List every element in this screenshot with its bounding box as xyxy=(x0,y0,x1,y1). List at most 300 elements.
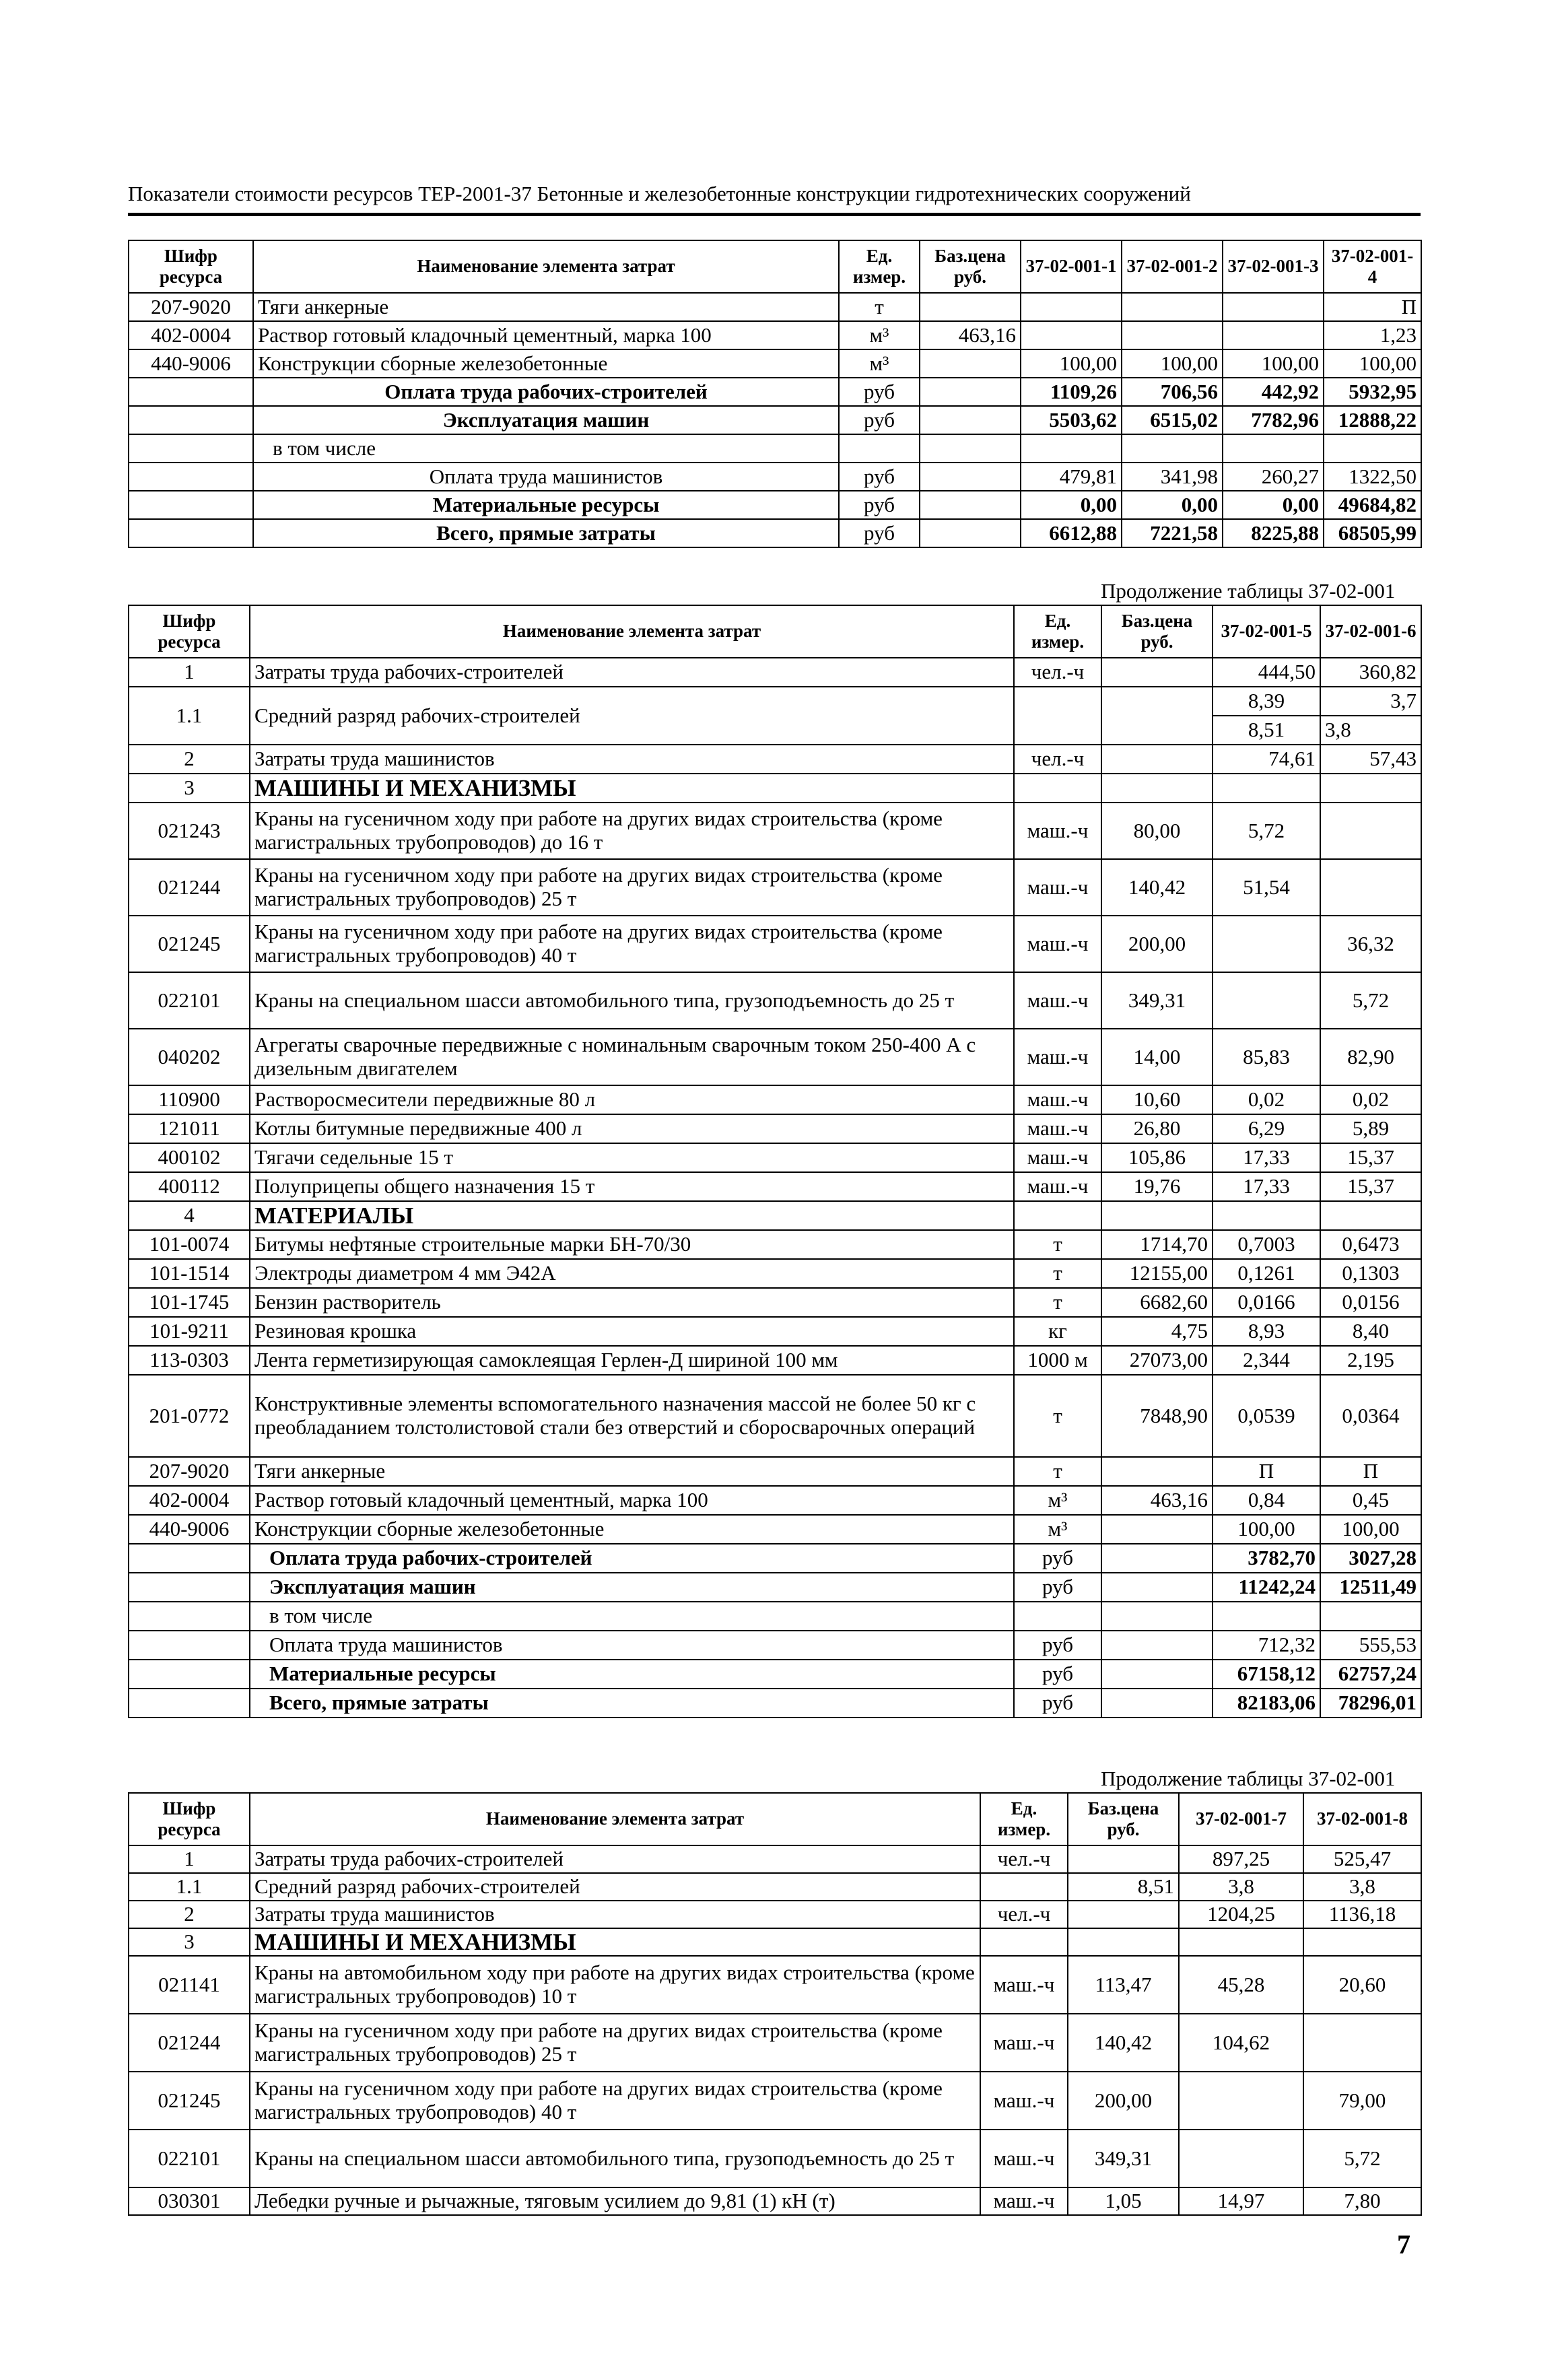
value-cell: 0,02 xyxy=(1320,1085,1421,1114)
table-row xyxy=(129,349,1421,378)
value-cell: 6515,02 xyxy=(1122,406,1223,434)
table-row xyxy=(129,972,1421,1029)
name-cell: Затраты труда рабочих-строителей xyxy=(250,658,1014,687)
price-cell: 80,00 xyxy=(1101,803,1213,859)
summary-label: Оплата труда машинистов xyxy=(253,463,839,491)
continuation-label: Продолжение таблицы 37-02-001 xyxy=(1101,579,1396,603)
unit-cell: маш.-ч xyxy=(1014,1114,1101,1143)
summary-label: в том числе xyxy=(250,1602,1014,1631)
code-cell: 040202 xyxy=(129,1029,250,1085)
summary-row xyxy=(129,1631,1421,1660)
table-row xyxy=(129,1901,1421,1928)
unit-cell: м³ xyxy=(1014,1515,1101,1544)
empty-cell xyxy=(1021,434,1122,463)
unit-cell: маш.-ч xyxy=(980,2014,1068,2072)
value-cell: 17,33 xyxy=(1213,1172,1320,1201)
page-header: Показатели стоимости ресурсов ТЕР-2001-37 Бетонные и железобетонные конструкции гидротехнических сооружений xyxy=(128,182,1191,205)
empty-cell xyxy=(129,1602,250,1631)
table-row xyxy=(129,1956,1421,2014)
value-cell: 0,00 xyxy=(1122,491,1223,519)
value-cell: 442,92 xyxy=(1223,378,1324,406)
value-cell: 1204,25 xyxy=(1179,1901,1303,1928)
price-cell xyxy=(1101,1515,1213,1544)
empty-cell xyxy=(1320,1201,1421,1230)
empty-cell xyxy=(129,1573,250,1602)
code-cell: 021141 xyxy=(129,1956,250,2014)
price-cell: 8,51 xyxy=(1068,1873,1179,1901)
value-cell: 49684,82 xyxy=(1324,491,1421,519)
unit-cell xyxy=(980,1873,1068,1901)
value-cell: 6,29 xyxy=(1213,1114,1320,1143)
name-cell: Краны на специальном шасси автомобильного типа, грузоподъемность до 25 т xyxy=(250,2130,980,2187)
price-cell: 19,76 xyxy=(1101,1172,1213,1201)
value-cell: 2,344 xyxy=(1213,1346,1320,1375)
value-cell: 82,90 xyxy=(1320,1029,1421,1085)
name-cell: Краны на гусеничном ходу при работе на других видах строительства (кроме магистральных трубопроводов) 40 т xyxy=(250,916,1014,972)
summary-row xyxy=(129,434,1421,463)
unit-cell: чел.-ч xyxy=(1014,745,1101,774)
price-cell: 105,86 xyxy=(1101,1143,1213,1172)
table-row xyxy=(129,1172,1421,1201)
header-cell: Шифр ресурса xyxy=(129,240,253,293)
value-cell: 3,8 xyxy=(1303,1873,1421,1901)
unit-cell: кг xyxy=(1014,1317,1101,1346)
code-cell: 021245 xyxy=(129,916,250,972)
header-cell: Ед. измер. xyxy=(980,1793,1068,1845)
unit-cell: маш.-ч xyxy=(980,1956,1068,2014)
empty-cell xyxy=(129,1631,250,1660)
value-cell: 100,00 xyxy=(1320,1515,1421,1544)
summary-row xyxy=(129,1544,1421,1573)
code-cell: 400112 xyxy=(129,1172,250,1201)
continuation-label: Продолжение таблицы 37-02-001 xyxy=(1101,1767,1396,1790)
table-row xyxy=(129,1114,1421,1143)
name-cell: Краны на гусеничном ходу при работе на других видах строительства (кроме магистральных трубопроводов) до 16 т xyxy=(250,803,1014,859)
unit-cell: руб xyxy=(839,463,920,491)
empty-cell xyxy=(1303,1928,1421,1956)
empty-cell xyxy=(980,1928,1068,1956)
price-cell: 200,00 xyxy=(1068,2072,1179,2130)
header-cell: Ед. измер. xyxy=(839,240,920,293)
value-cell: 0,00 xyxy=(1021,491,1122,519)
value-cell: 1136,18 xyxy=(1303,1901,1421,1928)
header-cell: Баз.цена руб. xyxy=(920,240,1021,293)
price-cell: 27073,00 xyxy=(1101,1346,1213,1375)
price-cell xyxy=(1101,658,1213,687)
table-row xyxy=(129,1029,1421,1085)
value-cell: 5932,95 xyxy=(1324,378,1421,406)
unit-cell: чел.-ч xyxy=(1014,658,1101,687)
value-cell: П xyxy=(1320,1457,1421,1486)
table-row xyxy=(129,2187,1421,2215)
empty-cell xyxy=(1101,1660,1213,1689)
name-cell: Тяги анкерные xyxy=(253,293,839,321)
unit-cell: маш.-ч xyxy=(1014,972,1101,1029)
price-cell: 113,47 xyxy=(1068,1956,1179,2014)
empty-cell xyxy=(920,434,1021,463)
name-cell: Краны на гусеничном ходу при работе на других видах строительства (кроме магистральных трубопроводов) 40 т xyxy=(250,2072,980,2130)
value-cell xyxy=(1320,803,1421,859)
value-cell xyxy=(1122,321,1223,349)
code-cell: 101-9211 xyxy=(129,1317,250,1346)
value-cell: 74,61 xyxy=(1213,745,1320,774)
value-cell: 5,89 xyxy=(1320,1114,1421,1143)
empty-cell xyxy=(129,519,253,547)
header-cell: 37-02-001-4 xyxy=(1324,240,1421,293)
empty-cell xyxy=(920,463,1021,491)
value-cell: 5503,62 xyxy=(1021,406,1122,434)
empty-cell xyxy=(839,434,920,463)
empty-cell xyxy=(1101,1631,1213,1660)
table-row xyxy=(129,1873,1421,1901)
value-cell: 0,02 xyxy=(1213,1085,1320,1114)
table-row xyxy=(129,1317,1421,1346)
name-cell: Конструктивные элементы вспомогательного назначения массой не более 50 кг с преобладанием толстолистовой стали без отверстий и сборосварочных операций xyxy=(250,1375,1014,1457)
value-cell: 7,80 xyxy=(1303,2187,1421,2215)
unit-cell: 1000 м xyxy=(1014,1346,1101,1375)
unit-cell: маш.-ч xyxy=(1014,1085,1101,1114)
value-cell: 68505,99 xyxy=(1324,519,1421,547)
name-cell: Краны на автомобильном ходу при работе на других видах строительства (кроме магистральных трубопроводов) 10 т xyxy=(250,1956,980,2014)
empty-cell xyxy=(129,378,253,406)
table-row xyxy=(129,687,1421,716)
value-cell: 3027,28 xyxy=(1320,1544,1421,1573)
summary-row xyxy=(129,463,1421,491)
resource-table-3 xyxy=(128,1792,1422,2216)
summary-label: Всего, прямые затраты xyxy=(250,1689,1014,1718)
summary-row xyxy=(129,378,1421,406)
unit-cell: маш.-ч xyxy=(1014,916,1101,972)
name-cell: Битумы нефтяные строительные марки БН-70/30 xyxy=(250,1230,1014,1259)
value-cell: 525,47 xyxy=(1303,1845,1421,1873)
value-cell xyxy=(1213,972,1320,1029)
name-cell: Краны на гусеничном ходу при работе на других видах строительства (кроме магистральных трубопроводов) 25 т xyxy=(250,859,1014,916)
name-cell: Раствор готовый кладочный цементный, марка 100 xyxy=(250,1486,1014,1515)
code-cell: 201-0772 xyxy=(129,1375,250,1457)
unit-cell: маш.-ч xyxy=(980,2187,1068,2215)
code-cell: 110900 xyxy=(129,1085,250,1114)
value-cell: 6612,88 xyxy=(1021,519,1122,547)
price-cell: 14,00 xyxy=(1101,1029,1213,1085)
price-cell xyxy=(1101,745,1213,774)
value-cell: 5,72 xyxy=(1303,2130,1421,2187)
table1-header-row xyxy=(129,240,1421,293)
header-cell: Наименование элемента затрат xyxy=(250,1793,980,1845)
value-cell: 3,8 xyxy=(1320,716,1421,745)
unit-cell: маш.-ч xyxy=(1014,1143,1101,1172)
unit-cell: руб xyxy=(839,378,920,406)
table-row xyxy=(129,658,1421,687)
code-cell: 3 xyxy=(129,774,250,803)
empty-cell xyxy=(1014,1602,1101,1631)
table-row xyxy=(129,1346,1421,1375)
code-cell: 021243 xyxy=(129,803,250,859)
unit-cell: маш.-ч xyxy=(1014,803,1101,859)
value-cell: 260,27 xyxy=(1223,463,1324,491)
summary-row xyxy=(129,491,1421,519)
empty-cell xyxy=(1320,774,1421,803)
value-cell: 104,62 xyxy=(1179,2014,1303,2072)
empty-cell xyxy=(1101,1689,1213,1718)
table-row xyxy=(129,1143,1421,1172)
header-cell: 37-02-001-3 xyxy=(1223,240,1324,293)
value-cell: 85,83 xyxy=(1213,1029,1320,1085)
value-cell: 8,40 xyxy=(1320,1317,1421,1346)
unit-cell: чел.-ч xyxy=(980,1901,1068,1928)
value-cell xyxy=(1303,2014,1421,2072)
value-cell: 341,98 xyxy=(1122,463,1223,491)
value-cell: 79,00 xyxy=(1303,2072,1421,2130)
table-row xyxy=(129,1288,1421,1317)
name-cell: Лебедки ручные и рычажные, тяговым усилием до 9,81 (1) кН (т) xyxy=(250,2187,980,2215)
value-cell: 100,00 xyxy=(1324,349,1421,378)
value-cell: 0,0156 xyxy=(1320,1288,1421,1317)
price-cell: 1,05 xyxy=(1068,2187,1179,2215)
summary-label: Материальные ресурсы xyxy=(250,1660,1014,1689)
unit-cell: маш.-ч xyxy=(1014,1172,1101,1201)
value-cell: 5,72 xyxy=(1213,803,1320,859)
code-cell: 021244 xyxy=(129,2014,250,2072)
table-row xyxy=(129,859,1421,916)
value-cell: 7782,96 xyxy=(1223,406,1324,434)
name-cell: Бензин растворитель xyxy=(250,1288,1014,1317)
header-cell: Баз.цена руб. xyxy=(1068,1793,1179,1845)
unit-cell: руб xyxy=(839,406,920,434)
empty-cell xyxy=(1213,774,1320,803)
code-cell: 1 xyxy=(129,1845,250,1873)
price-cell: 26,80 xyxy=(1101,1114,1213,1143)
section-title: МАШИНЫ И МЕХАНИЗМЫ xyxy=(250,774,1014,803)
value-cell: 360,82 xyxy=(1320,658,1421,687)
value-cell: 0,1261 xyxy=(1213,1259,1320,1288)
unit-cell: т xyxy=(1014,1259,1101,1288)
empty-cell xyxy=(920,519,1021,547)
name-cell: Агрегаты сварочные передвижные с номинальным сварочным током 250-400 А с дизельным двигателем xyxy=(250,1029,1014,1085)
value-cell: 0,7003 xyxy=(1213,1230,1320,1259)
value-cell: 3782,70 xyxy=(1213,1544,1320,1573)
price-cell: 349,31 xyxy=(1101,972,1213,1029)
value-cell: 8,39 xyxy=(1213,687,1320,716)
name-cell: Тяги анкерные xyxy=(250,1457,1014,1486)
unit-cell: маш.-ч xyxy=(980,2130,1068,2187)
code-cell: 101-1745 xyxy=(129,1288,250,1317)
empty-cell xyxy=(920,491,1021,519)
code-cell: 402-0004 xyxy=(129,321,253,349)
table-row xyxy=(129,1845,1421,1873)
empty-cell xyxy=(920,406,1021,434)
value-cell: 555,53 xyxy=(1320,1631,1421,1660)
header-cell: 37-02-001-7 xyxy=(1179,1793,1303,1845)
value-cell xyxy=(1122,293,1223,321)
value-cell: 0,0539 xyxy=(1213,1375,1320,1457)
table2-header-row xyxy=(129,605,1421,658)
value-cell: 17,33 xyxy=(1213,1143,1320,1172)
summary-row xyxy=(129,519,1421,547)
name-cell: Лента герметизирующая самоклеящая Герлен-Д шириной 100 мм xyxy=(250,1346,1014,1375)
section-row xyxy=(129,1928,1421,1956)
value-cell: 479,81 xyxy=(1021,463,1122,491)
value-cell: 78296,01 xyxy=(1320,1689,1421,1718)
table-row xyxy=(129,916,1421,972)
value-cell: 8,93 xyxy=(1213,1317,1320,1346)
table-row xyxy=(129,2014,1421,2072)
value-cell: 2,195 xyxy=(1320,1346,1421,1375)
value-cell: 62757,24 xyxy=(1320,1660,1421,1689)
table-row xyxy=(129,1515,1421,1544)
empty-cell xyxy=(1101,1602,1213,1631)
value-cell: 897,25 xyxy=(1179,1845,1303,1873)
header-cell: 37-02-001-6 xyxy=(1320,605,1421,658)
price-cell xyxy=(920,349,1021,378)
value-cell: 100,00 xyxy=(1122,349,1223,378)
empty-cell xyxy=(129,406,253,434)
code-cell: 2 xyxy=(129,745,250,774)
price-cell: 12155,00 xyxy=(1101,1259,1213,1288)
table-row xyxy=(129,803,1421,859)
empty-cell xyxy=(1122,434,1223,463)
value-cell: 0,00 xyxy=(1223,491,1324,519)
price-cell xyxy=(1101,1457,1213,1486)
header-cell: 37-02-001-8 xyxy=(1303,1793,1421,1845)
name-cell: Котлы битумные передвижные 400 л xyxy=(250,1114,1014,1143)
unit-cell: т xyxy=(1014,1457,1101,1486)
header-cell: Шифр ресурса xyxy=(129,605,250,658)
value-cell: 57,43 xyxy=(1320,745,1421,774)
value-cell: 3,7 xyxy=(1320,687,1421,716)
price-cell xyxy=(1068,1845,1179,1873)
name-cell: Конструкции сборные железобетонные xyxy=(253,349,839,378)
summary-label: Оплата труда рабочих-строителей xyxy=(253,378,839,406)
value-cell: 12888,22 xyxy=(1324,406,1421,434)
name-cell: Растворосмесители передвижные 80 л xyxy=(250,1085,1014,1114)
name-cell: Затраты труда машинистов xyxy=(250,1901,980,1928)
price-cell xyxy=(1101,687,1213,745)
name-cell: Затраты труда рабочих-строителей xyxy=(250,1845,980,1873)
unit-cell: руб xyxy=(1014,1660,1101,1689)
value-cell xyxy=(1223,293,1324,321)
code-cell: 021244 xyxy=(129,859,250,916)
price-cell: 349,31 xyxy=(1068,2130,1179,2187)
unit-cell: маш.-ч xyxy=(1014,859,1101,916)
code-cell: 022101 xyxy=(129,972,250,1029)
section-title: МАШИНЫ И МЕХАНИЗМЫ xyxy=(250,1928,980,1956)
unit-cell: т xyxy=(1014,1375,1101,1457)
price-cell xyxy=(1068,1901,1179,1928)
value-cell xyxy=(1179,2130,1303,2187)
value-cell xyxy=(1021,293,1122,321)
empty-cell xyxy=(129,1689,250,1718)
code-cell: 4 xyxy=(129,1201,250,1230)
value-cell xyxy=(1021,321,1122,349)
value-cell: 45,28 xyxy=(1179,1956,1303,2014)
unit-cell: руб xyxy=(1014,1544,1101,1573)
unit-cell: чел.-ч xyxy=(980,1845,1068,1873)
empty-cell xyxy=(129,434,253,463)
page-number: 7 xyxy=(1397,2229,1410,2260)
unit-cell: м³ xyxy=(839,349,920,378)
empty-cell xyxy=(1014,774,1101,803)
price-cell: 6682,60 xyxy=(1101,1288,1213,1317)
header-cell: Шифр ресурса xyxy=(129,1793,250,1845)
unit-cell: руб xyxy=(839,519,920,547)
unit-cell: м³ xyxy=(839,321,920,349)
summary-row xyxy=(129,1573,1421,1602)
value-cell: 0,1303 xyxy=(1320,1259,1421,1288)
table-row xyxy=(129,1085,1421,1114)
price-cell xyxy=(920,293,1021,321)
empty-cell xyxy=(129,1660,250,1689)
empty-cell xyxy=(1101,1544,1213,1573)
value-cell: 100,00 xyxy=(1223,349,1324,378)
code-cell: 121011 xyxy=(129,1114,250,1143)
empty-cell xyxy=(1014,1201,1101,1230)
empty-cell xyxy=(1101,1201,1213,1230)
code-cell: 113-0303 xyxy=(129,1346,250,1375)
empty-cell xyxy=(1179,1928,1303,1956)
unit-cell: м³ xyxy=(1014,1486,1101,1515)
value-cell: П xyxy=(1324,293,1421,321)
code-cell: 101-0074 xyxy=(129,1230,250,1259)
table-row xyxy=(129,293,1421,321)
summary-label: Эксплуатация машин xyxy=(250,1573,1014,1602)
code-cell: 1.1 xyxy=(129,687,250,745)
value-cell: 1109,26 xyxy=(1021,378,1122,406)
summary-label: Оплата труда рабочих-строителей xyxy=(250,1544,1014,1573)
value-cell: 5,72 xyxy=(1320,972,1421,1029)
value-cell xyxy=(1223,321,1324,349)
resource-table-2 xyxy=(128,605,1422,1718)
name-cell: Краны на специальном шасси автомобильного типа, грузоподъемность до 25 т xyxy=(250,972,1014,1029)
value-cell: 12511,49 xyxy=(1320,1573,1421,1602)
name-cell: Электроды диаметром 4 мм Э42А xyxy=(250,1259,1014,1288)
header-rule xyxy=(128,213,1421,216)
empty-cell xyxy=(1213,1201,1320,1230)
value-cell: 82183,06 xyxy=(1213,1689,1320,1718)
value-cell: 7221,58 xyxy=(1122,519,1223,547)
code-cell: 030301 xyxy=(129,2187,250,2215)
name-cell: Резиновая крошка xyxy=(250,1317,1014,1346)
value-cell: 15,37 xyxy=(1320,1172,1421,1201)
value-cell: 8225,88 xyxy=(1223,519,1324,547)
table-row xyxy=(129,2130,1421,2187)
value-cell: 0,45 xyxy=(1320,1486,1421,1515)
value-cell: 706,56 xyxy=(1122,378,1223,406)
name-cell: Конструкции сборные железобетонные xyxy=(250,1515,1014,1544)
table-row xyxy=(129,745,1421,774)
summary-row xyxy=(129,1689,1421,1718)
unit-cell: т xyxy=(1014,1230,1101,1259)
summary-label: Эксплуатация машин xyxy=(253,406,839,434)
empty-cell xyxy=(1320,1602,1421,1631)
name-cell: Тягачи седельные 15 т xyxy=(250,1143,1014,1172)
empty-cell xyxy=(129,463,253,491)
header-cell: Баз.цена руб. xyxy=(1101,605,1213,658)
value-cell xyxy=(1320,859,1421,916)
code-cell: 440-9006 xyxy=(129,349,253,378)
value-cell: 0,0166 xyxy=(1213,1288,1320,1317)
value-cell: 8,51 xyxy=(1213,716,1320,745)
code-cell: 400102 xyxy=(129,1143,250,1172)
code-cell: 021245 xyxy=(129,2072,250,2130)
resource-table-1 xyxy=(128,240,1422,548)
value-cell: 11242,24 xyxy=(1213,1573,1320,1602)
value-cell xyxy=(1213,916,1320,972)
value-cell: 1322,50 xyxy=(1324,463,1421,491)
summary-label: Оплата труда машинистов xyxy=(250,1631,1014,1660)
unit-cell: т xyxy=(1014,1288,1101,1317)
empty-cell xyxy=(1213,1602,1320,1631)
code-cell: 022101 xyxy=(129,2130,250,2187)
